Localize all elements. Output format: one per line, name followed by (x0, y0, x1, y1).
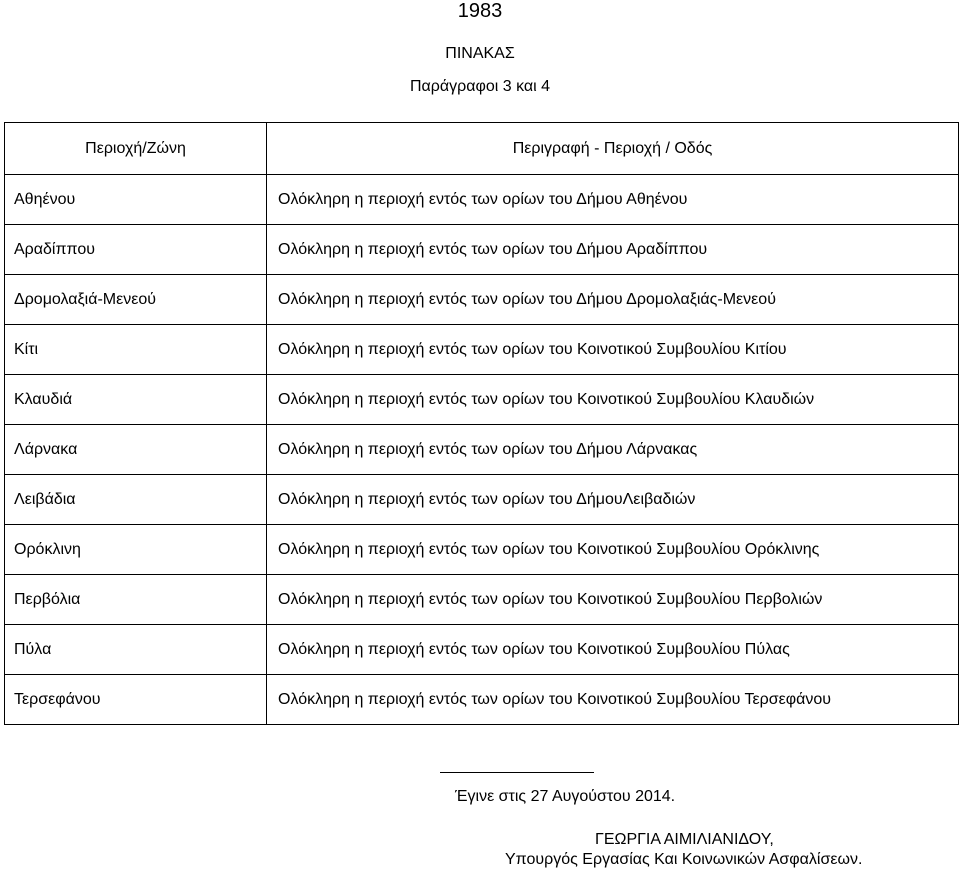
table-row (5, 475, 959, 525)
description-cell: Ολόκληρη η περιοχή εντός των ορίων του Κοινοτικού Συμβουλίου Κιτίου (267, 325, 959, 375)
description-cell: Ολόκληρη η περιοχή εντός των ορίων του Δήμου Αραδίππου (267, 225, 959, 275)
table-row (5, 625, 959, 675)
area-cell: Περβόλια (5, 575, 267, 625)
table-header-row (5, 123, 959, 175)
column-header-description: Περιγραφή - Περιοχή / Οδός (267, 123, 959, 175)
page-number: 1983 (457, 0, 503, 22)
zones-table (4, 122, 959, 725)
area-cell: Κίτι (5, 325, 267, 375)
description-cell: Ολόκληρη η περιοχή εντός των ορίων του ΔήμουΛειβαδιών (267, 475, 959, 525)
table-row (5, 375, 959, 425)
description-cell: Ολόκληρη η περιοχή εντός των ορίων του Κοινοτικού Συμβουλίου Πύλας (267, 625, 959, 675)
column-header-area: Περιοχή/Ζώνη (5, 123, 267, 175)
area-cell: Ορόκλινη (5, 525, 267, 575)
description-cell: Ολόκληρη η περιοχή εντός των ορίων του Κοινοτικού Συμβουλίου Περβολιών (267, 575, 959, 625)
table-row (5, 425, 959, 475)
description-cell: Ολόκληρη η περιοχή εντός των ορίων του Κοινοτικού Συμβουλίου Τερσεφάνου (267, 675, 959, 725)
signatory-name: ΓΕΩΡΓΙΑ ΑΙΜΙΛΙΑΝΙΔΟΥ, (595, 831, 774, 848)
description-cell: Ολόκληρη η περιοχή εντός των ορίων του Κοινοτικού Συμβουλίου Κλαυδιών (267, 375, 959, 425)
done-at-date: Έγινε στις 27 Αυγούστου 2014. (455, 788, 676, 805)
signature-divider (440, 772, 594, 773)
page-title: ΠΙΝΑΚΑΣ (445, 45, 515, 62)
area-cell: Δρομολαξιά-Μενεού (5, 275, 267, 325)
table-row (5, 225, 959, 275)
area-cell: Λάρνακα (5, 425, 267, 475)
description-cell: Ολόκληρη η περιοχή εντός των ορίων του Κοινοτικού Συμβουλίου Ορόκλινης (267, 525, 959, 575)
table-row (5, 675, 959, 725)
area-cell: Αραδίππου (5, 225, 267, 275)
area-cell: Πύλα (5, 625, 267, 675)
table-row (5, 325, 959, 375)
page-subtitle: Παράγραφοι 3 και 4 (409, 78, 551, 95)
description-cell: Ολόκληρη η περιοχή εντός των ορίων του Δήμου Δρομολαξιάς-Μενεού (267, 275, 959, 325)
description-cell: Ολόκληρη η περιοχή εντός των ορίων του Δήμου Αθηένου (267, 175, 959, 225)
area-cell: Λειβάδια (5, 475, 267, 525)
area-cell: Τερσεφάνου (5, 675, 267, 725)
description-cell: Ολόκληρη η περιοχή εντός των ορίων του Δήμου Λάρνακας (267, 425, 959, 475)
table-row (5, 575, 959, 625)
table-row (5, 275, 959, 325)
table-row (5, 175, 959, 225)
area-cell: Αθηένου (5, 175, 267, 225)
table-row (5, 525, 959, 575)
area-cell: Κλαυδιά (5, 375, 267, 425)
signatory-title: Υπουργός Εργασίας Και Κοινωνικών Ασφαλίσεων. (505, 851, 863, 868)
